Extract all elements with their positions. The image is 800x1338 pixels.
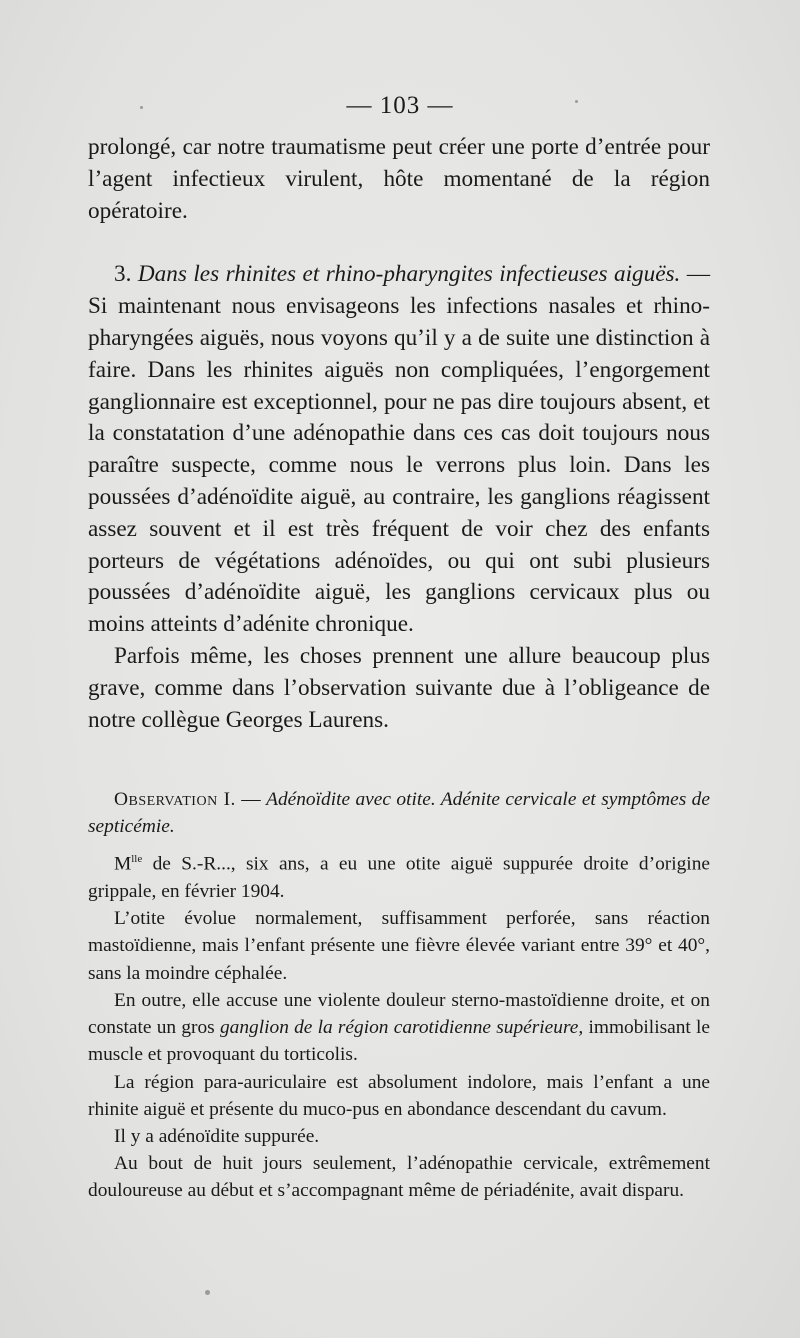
section-gap [88, 227, 710, 259]
obs-s1-sup: lle [131, 853, 143, 866]
observation-label: Observation I. [114, 789, 236, 810]
obs-s3-a: En outre, elle accuse une violente douleur sterno-mastoïdienne droite, et on constate un gros [88, 989, 710, 1039]
observation-block [88, 786, 710, 1205]
observation-paragraph-2: L’otite évolue normalement, suffisamment perforée, sans réaction mastoïdienne, mais l’enfant présente une fièvre élevée variant entre 39° et 40°, sans la moindre céphalée. [88, 908, 710, 984]
page-number: — 103 — [346, 92, 454, 119]
observation-paragraph-5: Il y a adénoïdite suppurée. [114, 1125, 320, 1147]
observation-paragraph-4: La région para-auriculaire est absolument indolore, mais l’enfant a une rhinite aiguë et présente du muco-pus en abondance descendant du cavum. [88, 1071, 710, 1120]
paragraph-parfois: Parfois même, les choses prennent une allure beaucoup plus grave, comme dans l’observation suivante due à l’obligeance de notre collègue Georges Laurens. [88, 642, 710, 733]
main-text [88, 132, 710, 736]
paragraph-continuation: prolongé, car notre traumatisme peut créer une porte d’entrée pour l’agent infectieux virulent, hôte momentané de la région opératoire. [88, 134, 710, 224]
paper-speck [575, 100, 578, 103]
observation-paragraph-3 [88, 987, 710, 1069]
obs-s1-a: M [114, 853, 132, 875]
obs-s3-b: immobilisant le muscle et provoquant du torticolis. [88, 1017, 711, 1066]
paper-speck [205, 1290, 210, 1295]
observation-title [88, 786, 710, 840]
paper-speck [140, 106, 143, 109]
observation-paragraph-1 [88, 846, 710, 905]
section-body: — Si maintenant nous envisageons les infections nasales et rhino-pharyngées aiguës, nous voyons qu’il y a de suite une distinction à faire. Dans les rhinites aiguës non compliquées, l’engorgement ganglionnaire est exceptionnel, pour ne pas dire toujours absent, et la constatation d’une adénopathie dans ces cas doit toujours nous paraître suspecte, comme nous le verrons plus loin. Dans les poussées d’adénoïdite aiguë, au contraire, les ganglions réagissent assez souvent et il est très fréquent de voir chez des enfants porteurs de végétations adénoïdes, ou qui ont subi plusieurs poussées d’adénoïdite aiguë, les ganglions cervicaux plus ou moins atteints d’adénite chronique. [88, 261, 710, 638]
observation-heading: Adénoïdite avec otite. Adénite cervicale et symptômes de septicémie. [88, 789, 710, 838]
paragraph-section-3 [88, 259, 710, 641]
section-heading: Dans les rhinites et rhino-pharyngites infectieuses aiguës. [137, 261, 681, 288]
observation-dash: — [235, 789, 267, 810]
obs-s1-b: de S.-R..., six ans, a eu une otite aiguë suppurée droite d’origine grippale, en février 1904. [88, 853, 710, 903]
observation-paragraph-6: Au bout de huit jours seulement, l’adénopathie cervicale, extrêmement douloureuse au début et s’accompagnant même de périadénite, avait disparu. [88, 1153, 710, 1202]
obs-s3-em: ganglion de la région carotidienne supérieure, [219, 1017, 584, 1039]
section-number: 3. [114, 261, 138, 288]
